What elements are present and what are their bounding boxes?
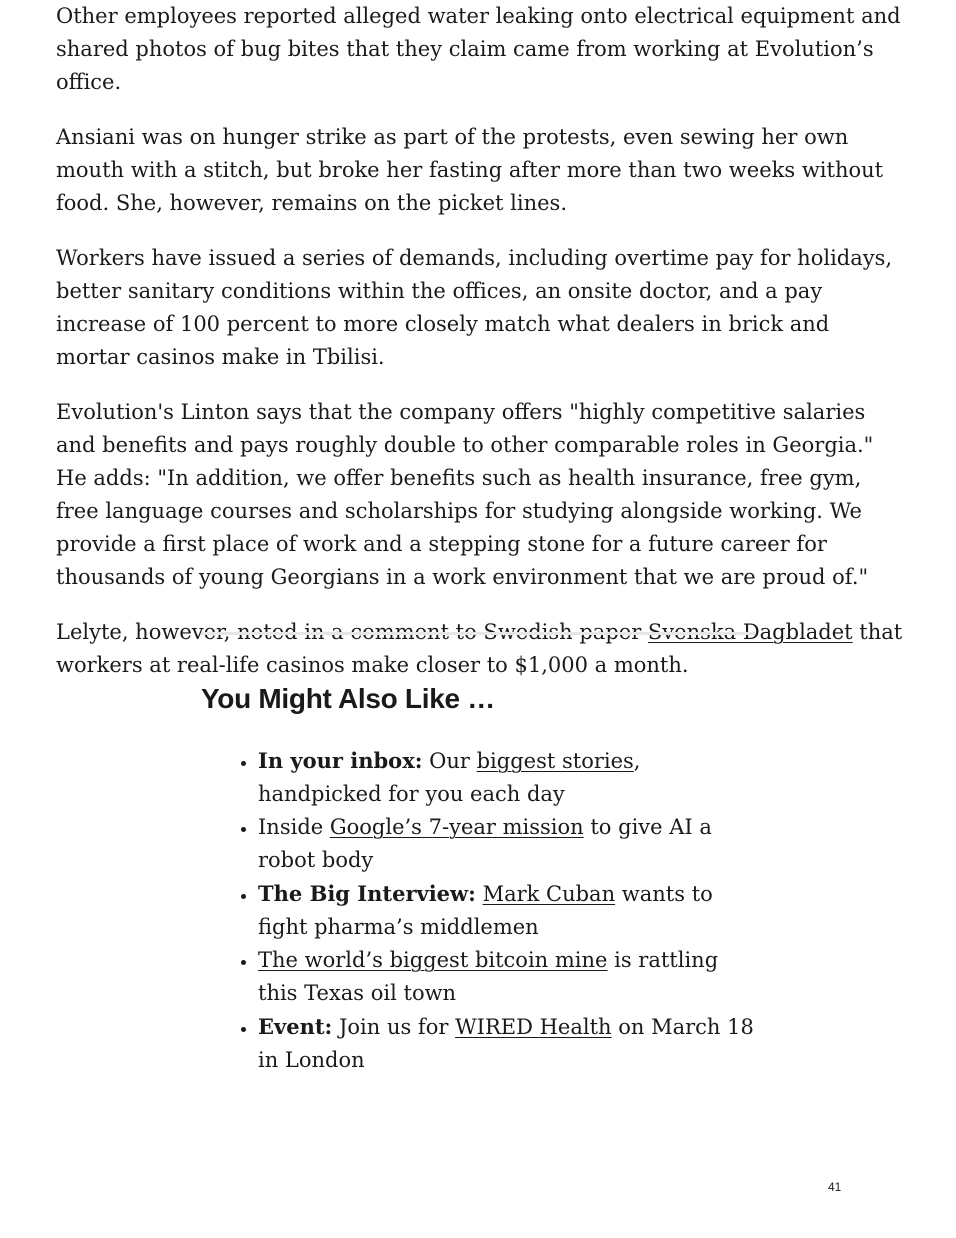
paragraph: Ansiani was on hunger strike as part of the protests, even sewing her own mouth with a stitch, but broke her fasting after more than two weeks without food. She, however, remains on the picket lines.: [56, 125, 884, 215]
paragraph: Other employees reported alleged water leaking onto electrical equipment and shared photos of bug bites that they claim came from working at Evolution’s office.: [56, 4, 901, 94]
item-text: wants to fight pharma’s middlemen: [258, 882, 713, 939]
paragraph: [56, 616, 906, 682]
paragraph: Workers have issued a series of demands, including overtime pay for holidays, better sanitary conditions within the offices, an onsite doctor, and a pay increase of 100 percent to more closely match what dealers in brick and mortar casinos make in Tbilisi.: [56, 246, 893, 369]
item-text: Join us for: [332, 1015, 456, 1039]
item-text: to give AI a robot body: [258, 815, 712, 872]
bitcoin-mine-link[interactable]: The world’s biggest bitcoin mine: [258, 948, 608, 972]
list-item: [258, 877, 761, 944]
item-text: , handpicked for you each day: [258, 749, 641, 806]
paragraph-text: that workers at real-life casinos make closer to $1,000 a month.: [56, 620, 903, 677]
item-label: In your inbox:: [258, 748, 423, 773]
wired-health-link[interactable]: WIRED Health: [455, 1015, 612, 1039]
item-label: The Big Interview:: [258, 881, 476, 906]
related-stories: [201, 678, 761, 1077]
item-text: on March 18 in London: [258, 1015, 754, 1072]
item-label: Event:: [258, 1014, 333, 1039]
svenska-dagbladet-link[interactable]: Svenska Dagbladet: [647, 620, 853, 644]
list-item: [258, 1010, 761, 1077]
google-mission-link[interactable]: Google’s 7-year mission: [329, 815, 584, 839]
article-body: [56, 0, 906, 704]
item-text: is rattling this Texas oil town: [258, 948, 719, 1005]
item-text: [476, 882, 483, 906]
paragraph-text: Lelyte, however, noted in a comment to Swedish paper: [56, 620, 648, 644]
related-list: [201, 744, 761, 1077]
page-number: 41: [828, 1180, 842, 1194]
item-text: Our: [422, 749, 477, 773]
list-item: [258, 811, 761, 877]
biggest-stories-link[interactable]: biggest stories: [476, 749, 634, 773]
related-heading: You Might Also Like …: [201, 683, 495, 714]
section-divider: [201, 632, 755, 635]
item-text: Inside: [258, 815, 330, 839]
list-item: [258, 944, 761, 1010]
mark-cuban-link[interactable]: Mark Cuban: [482, 882, 616, 906]
paragraph: Evolution's Linton says that the company offers "highly competitive salaries and benefits and pays roughly double to other comparable roles in Georgia." He adds: "In addition, we offer benefits such as health insurance, free gym, free language courses and scholarships for studying alongside working. We provide a first place of work and a stepping stone for a future career for thousands of young Georgians in a work environment that we are proud of.": [56, 400, 874, 589]
list-item: [258, 744, 761, 811]
